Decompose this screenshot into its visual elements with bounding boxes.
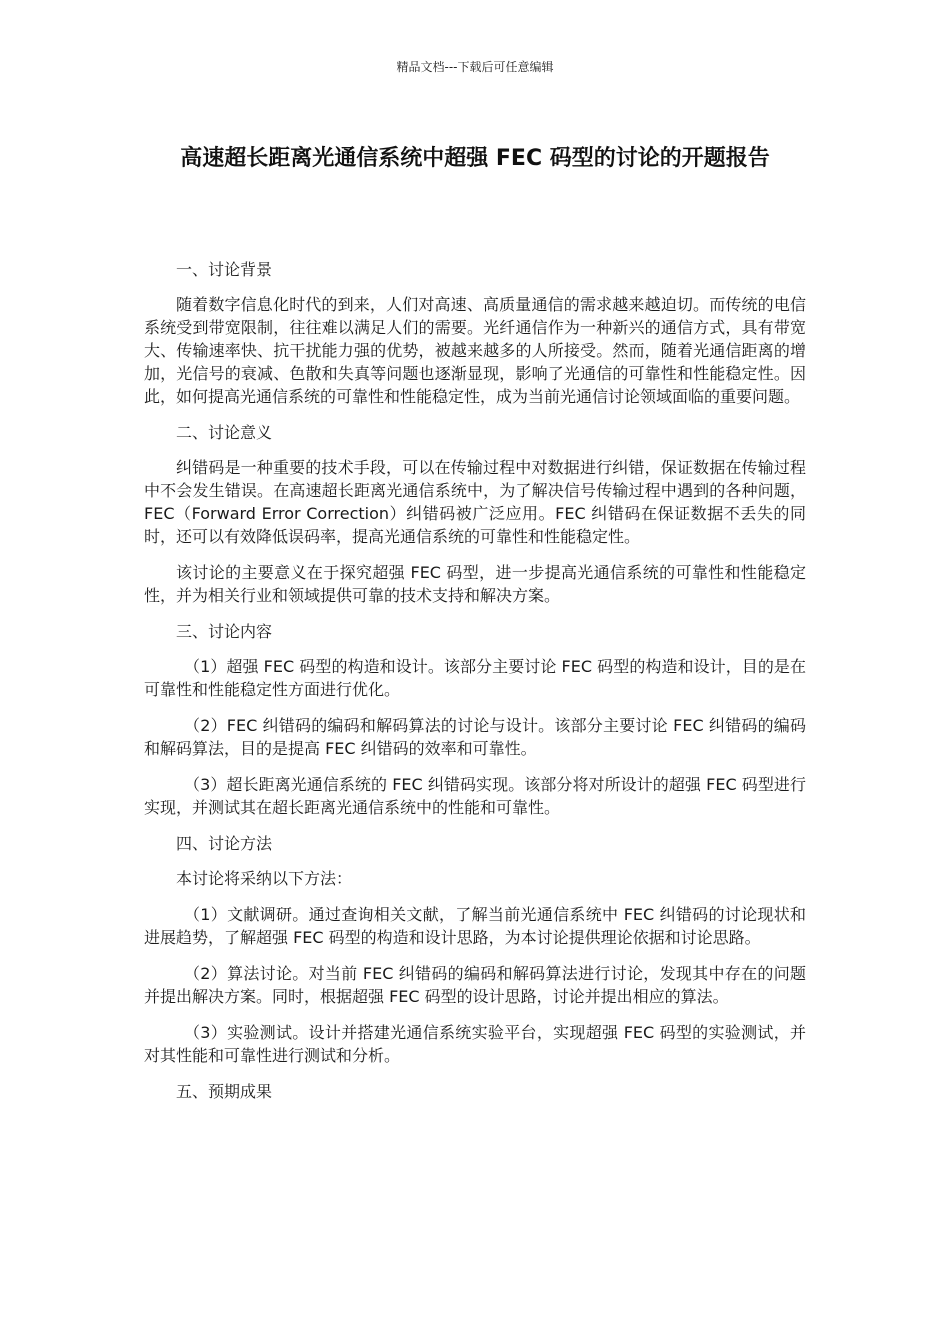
method-item-1: （1）文献调研。通过查询相关文献，了解当前光通信系统中 FEC 纠错码的讨论现状和进展趋势，了解超强 FEC 码型的构造和设计思路，为本讨论提供理论依据和讨论思路。 (144, 905, 806, 947)
section-heading-background: 一、讨论背景 (176, 260, 273, 279)
document-body (144, 258, 806, 1115)
document-title: 高速超长距离光通信系统中超强 FEC 码型的讨论的开题报告 (180, 146, 770, 171)
header-note: 精品文档---下载后可任意编辑 (396, 60, 554, 74)
method-item-2: （2）算法讨论。对当前 FEC 纠错码的编码和解码算法进行讨论，发现其中存在的问题并提出解决方案。同时，根据超强 FEC 码型的设计思路，讨论并提出相应的算法。 (144, 964, 806, 1006)
content-item-3: （3）超长距离光通信系统的 FEC 纠错码实现。该部分将对所设计的超强 FEC 码型进行实现，并测试其在超长距离光通信系统中的性能和可靠性。 (144, 775, 806, 817)
paragraph-significance-1: 纠错码是一种重要的技术手段，可以在传输过程中对数据进行纠错，保证数据在传输过程中不会发生错误。在高速超长距离光通信系统中，为了解决信号传输过程中遇到的各种问题，FEC（Forward Error Correction）纠错码被广泛应用。FEC 纠错码在保证数据不丢失的同时，还可以有效降低误码率，提高光通信系统的可靠性和性能稳定性。 (144, 458, 806, 546)
paragraph-significance-2: 该讨论的主要意义在于探究超强 FEC 码型，进一步提高光通信系统的可靠性和性能稳定性，并为相关行业和领域提供可靠的技术支持和解决方案。 (144, 563, 806, 605)
section-heading-expected-results: 五、预期成果 (176, 1082, 273, 1101)
section-heading-significance: 二、讨论意义 (176, 423, 273, 442)
section-heading-content: 三、讨论内容 (176, 622, 273, 641)
method-item-3: （3）实验测试。设计并搭建光通信系统实验平台，实现超强 FEC 码型的实验测试，并对其性能和可靠性进行测试和分析。 (144, 1023, 806, 1065)
section-heading-methods: 四、讨论方法 (176, 834, 273, 853)
content-item-1: （1）超强 FEC 码型的构造和设计。该部分主要讨论 FEC 码型的构造和设计，目的是在可靠性和性能稳定性方面进行优化。 (144, 657, 806, 699)
content-item-2: （2）FEC 纠错码的编码和解码算法的讨论与设计。该部分主要讨论 FEC 纠错码的编码和解码算法，目的是提高 FEC 纠错码的效率和可靠性。 (144, 716, 806, 758)
methods-intro: 本讨论将采纳以下方法： (176, 869, 353, 888)
paragraph-background: 随着数字信息化时代的到来，人们对高速、高质量通信的需求越来越迫切。而传统的电信系统受到带宽限制，往往难以满足人们的需要。光纤通信作为一种新兴的通信方式，具有带宽大、传输速率快、抗干扰能力强的优势，被越来越多的人所接受。然而，随着光通信距离的增加，光信号的衰减、色散和失真等问题也逐渐显现，影响了光通信的可靠性和性能稳定性。因此，如何提高光通信系统的可靠性和性能稳定性，成为当前光通信讨论领域面临的重要问题。 (144, 295, 806, 406)
